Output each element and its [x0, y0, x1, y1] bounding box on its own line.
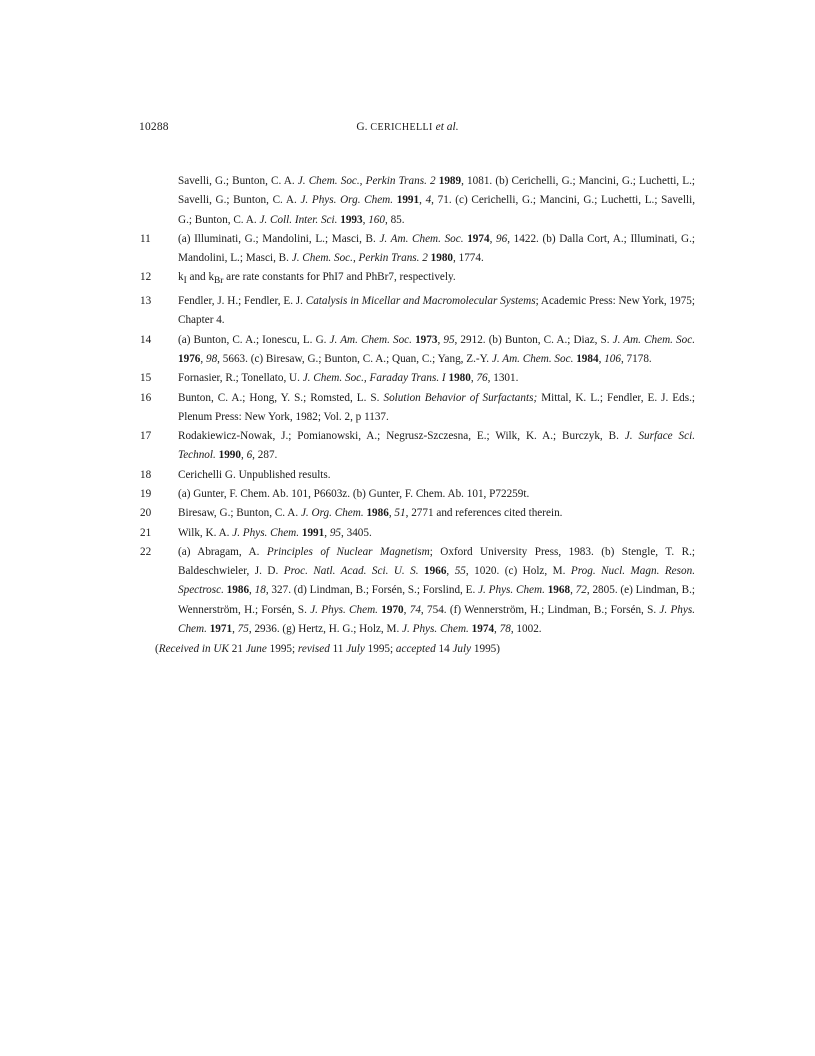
received-dates: (Received in UK 21 June 1995; revised 11 July 1995; accepted 14 July 1995) — [155, 643, 500, 655]
running-head-initial: G. — [356, 121, 371, 133]
reference-number: 18 — [140, 468, 152, 481]
reference-number: 20 — [140, 507, 152, 520]
reference-number: 19 — [140, 487, 152, 500]
reference-item — [140, 543, 695, 639]
reference-number: 15 — [140, 372, 152, 385]
reference-number: 14 — [140, 333, 152, 346]
reference-text: Biresaw, G.; Bunton, C. A. J. Org. Chem. 1986, 51, 2771 and references cited therein. — [178, 507, 563, 520]
reference-text: Cerichelli G. Unpublished results. — [178, 468, 331, 481]
reference-text: Fornasier, R.; Tonellato, U. J. Chem. Soc., Faraday Trans. I 1980, 76, 1301. — [178, 372, 519, 385]
reference-text: (a) Abragam, A. Principles of Nuclear Magnetism; Oxford University Press, 1983. (b) Stengle, T. R.; Baldeschwieler, J. D. Proc. Natl. Acad. Sci. U. S. 1966, 55, 1020. (c) Holz, M. Prog. Nucl. Magn. Reson. Spectrosc. 1986, 18, 327. (d) Lindman, B.; Forsén, S.; Forslind, E. J. Phys. Chem. 1968, 72, 2805. (e) Lindman, B.; Wennerström, H.; Forsén, S. J. Phys. Chem. 1970, 74, 754. (f) Wennerström, H.; Lindman, B.; Forsén, S. J. Phys. Chem. 1971, 75, 2936. (g) Hertz, H. G.; Holz, M. J. Phys. Chem. 1974, 78, 1002. — [178, 545, 696, 636]
reference-number: 16 — [140, 391, 152, 404]
reference-number: 17 — [140, 430, 152, 443]
reference-text: (a) Bunton, C. A.; Ionescu, L. G. J. Am. Chem. Soc. 1973, 95, 2912. (b) Bunton, C. A.; Diaz, S. J. Am. Chem. Soc. 1976, 98, 5663. (c) Biresaw, G.; Bunton, C. A.; Quan, C.; Yang, Z.-Y. J. Am. Chem. Soc. 1984, 106, 7178. — [178, 333, 696, 365]
reference-item — [140, 292, 695, 331]
reference-item — [140, 524, 695, 543]
reference-item — [140, 389, 695, 428]
reference-text: Wilk, K. A. J. Phys. Chem. 1991, 95, 3405. — [178, 526, 372, 539]
reference-text: Fendler, J. H.; Fendler, E. J. Catalysis in Micellar and Macromolecular Systems; Academic Press: New York, 1975; Chapter 4. — [178, 295, 696, 327]
running-head-et-al: et al. — [435, 121, 459, 133]
reference-item — [140, 331, 695, 370]
reference-item — [140, 230, 695, 269]
running-head-author: CERICHELLI — [370, 122, 433, 133]
reference-number: 11 — [140, 232, 151, 245]
reference-number: 21 — [140, 526, 152, 539]
reference-item — [140, 172, 695, 230]
reference-number: 22 — [140, 545, 152, 558]
reference-text: (a) Illuminati, G.; Mandolini, L.; Masci, B. J. Am. Chem. Soc. 1974, 96, 1422. (b) Dalla Cort, A.; Illuminati, G.; Mandolini, L.; Masci, B. J. Chem. Soc., Perkin Trans. 2 1980, 1774. — [178, 232, 695, 265]
reference-text: Savelli, G.; Bunton, C. A. J. Chem. Soc., Perkin Trans. 2 1989, 1081. (b) Cerichelli, G.; Mancini, G.; Luchetti, L.; Savelli, G.; Bunton, C. A. J. Phys. Org. Chem. 1991, 4, 71. (c) Cerichelli, G.; Mancini, G.; Luchetti, L.; Savelli, G.; Bunton, C. A. J. Coll. Inter. Sci. 1993, 160, 85. — [178, 175, 695, 226]
reference-item — [140, 369, 695, 388]
reference-list — [140, 172, 695, 639]
reference-text: Rodakiewicz-Nowak, J.; Pomianowski, A.; Negrusz-Szczesna, E.; Wilk, K. A.; Burczyk, B. J. Surface Sci. Technol. 1990, 6, 287. — [178, 430, 695, 462]
reference-item — [140, 268, 695, 292]
reference-number: 13 — [140, 295, 152, 308]
page-number: 10288 — [139, 121, 169, 133]
reference-item — [140, 427, 695, 466]
reference-item — [140, 485, 695, 504]
reference-number: 12 — [140, 271, 152, 284]
reference-text: $k_I$ and $k_{Br}$ are rate constants for PhI7 and PhBr7, respectively. — [178, 271, 456, 287]
reference-item — [140, 466, 695, 485]
reference-item — [140, 504, 695, 523]
reference-text: Bunton, C. A.; Hong, Y. S.; Romsted, L. S. Solution Behavior of Surfactants; Mittal, K. L.; Fendler, E. J. Eds.; Plenum Press: New York, 1982; Vol. 2, p 1137. — [178, 391, 695, 423]
running-head — [0, 121, 815, 133]
reference-text: (a) Gunter, F. Chem. Ab. 101, P6603z. (b) Gunter, F. Chem. Ab. 101, P72259t. — [178, 487, 530, 500]
